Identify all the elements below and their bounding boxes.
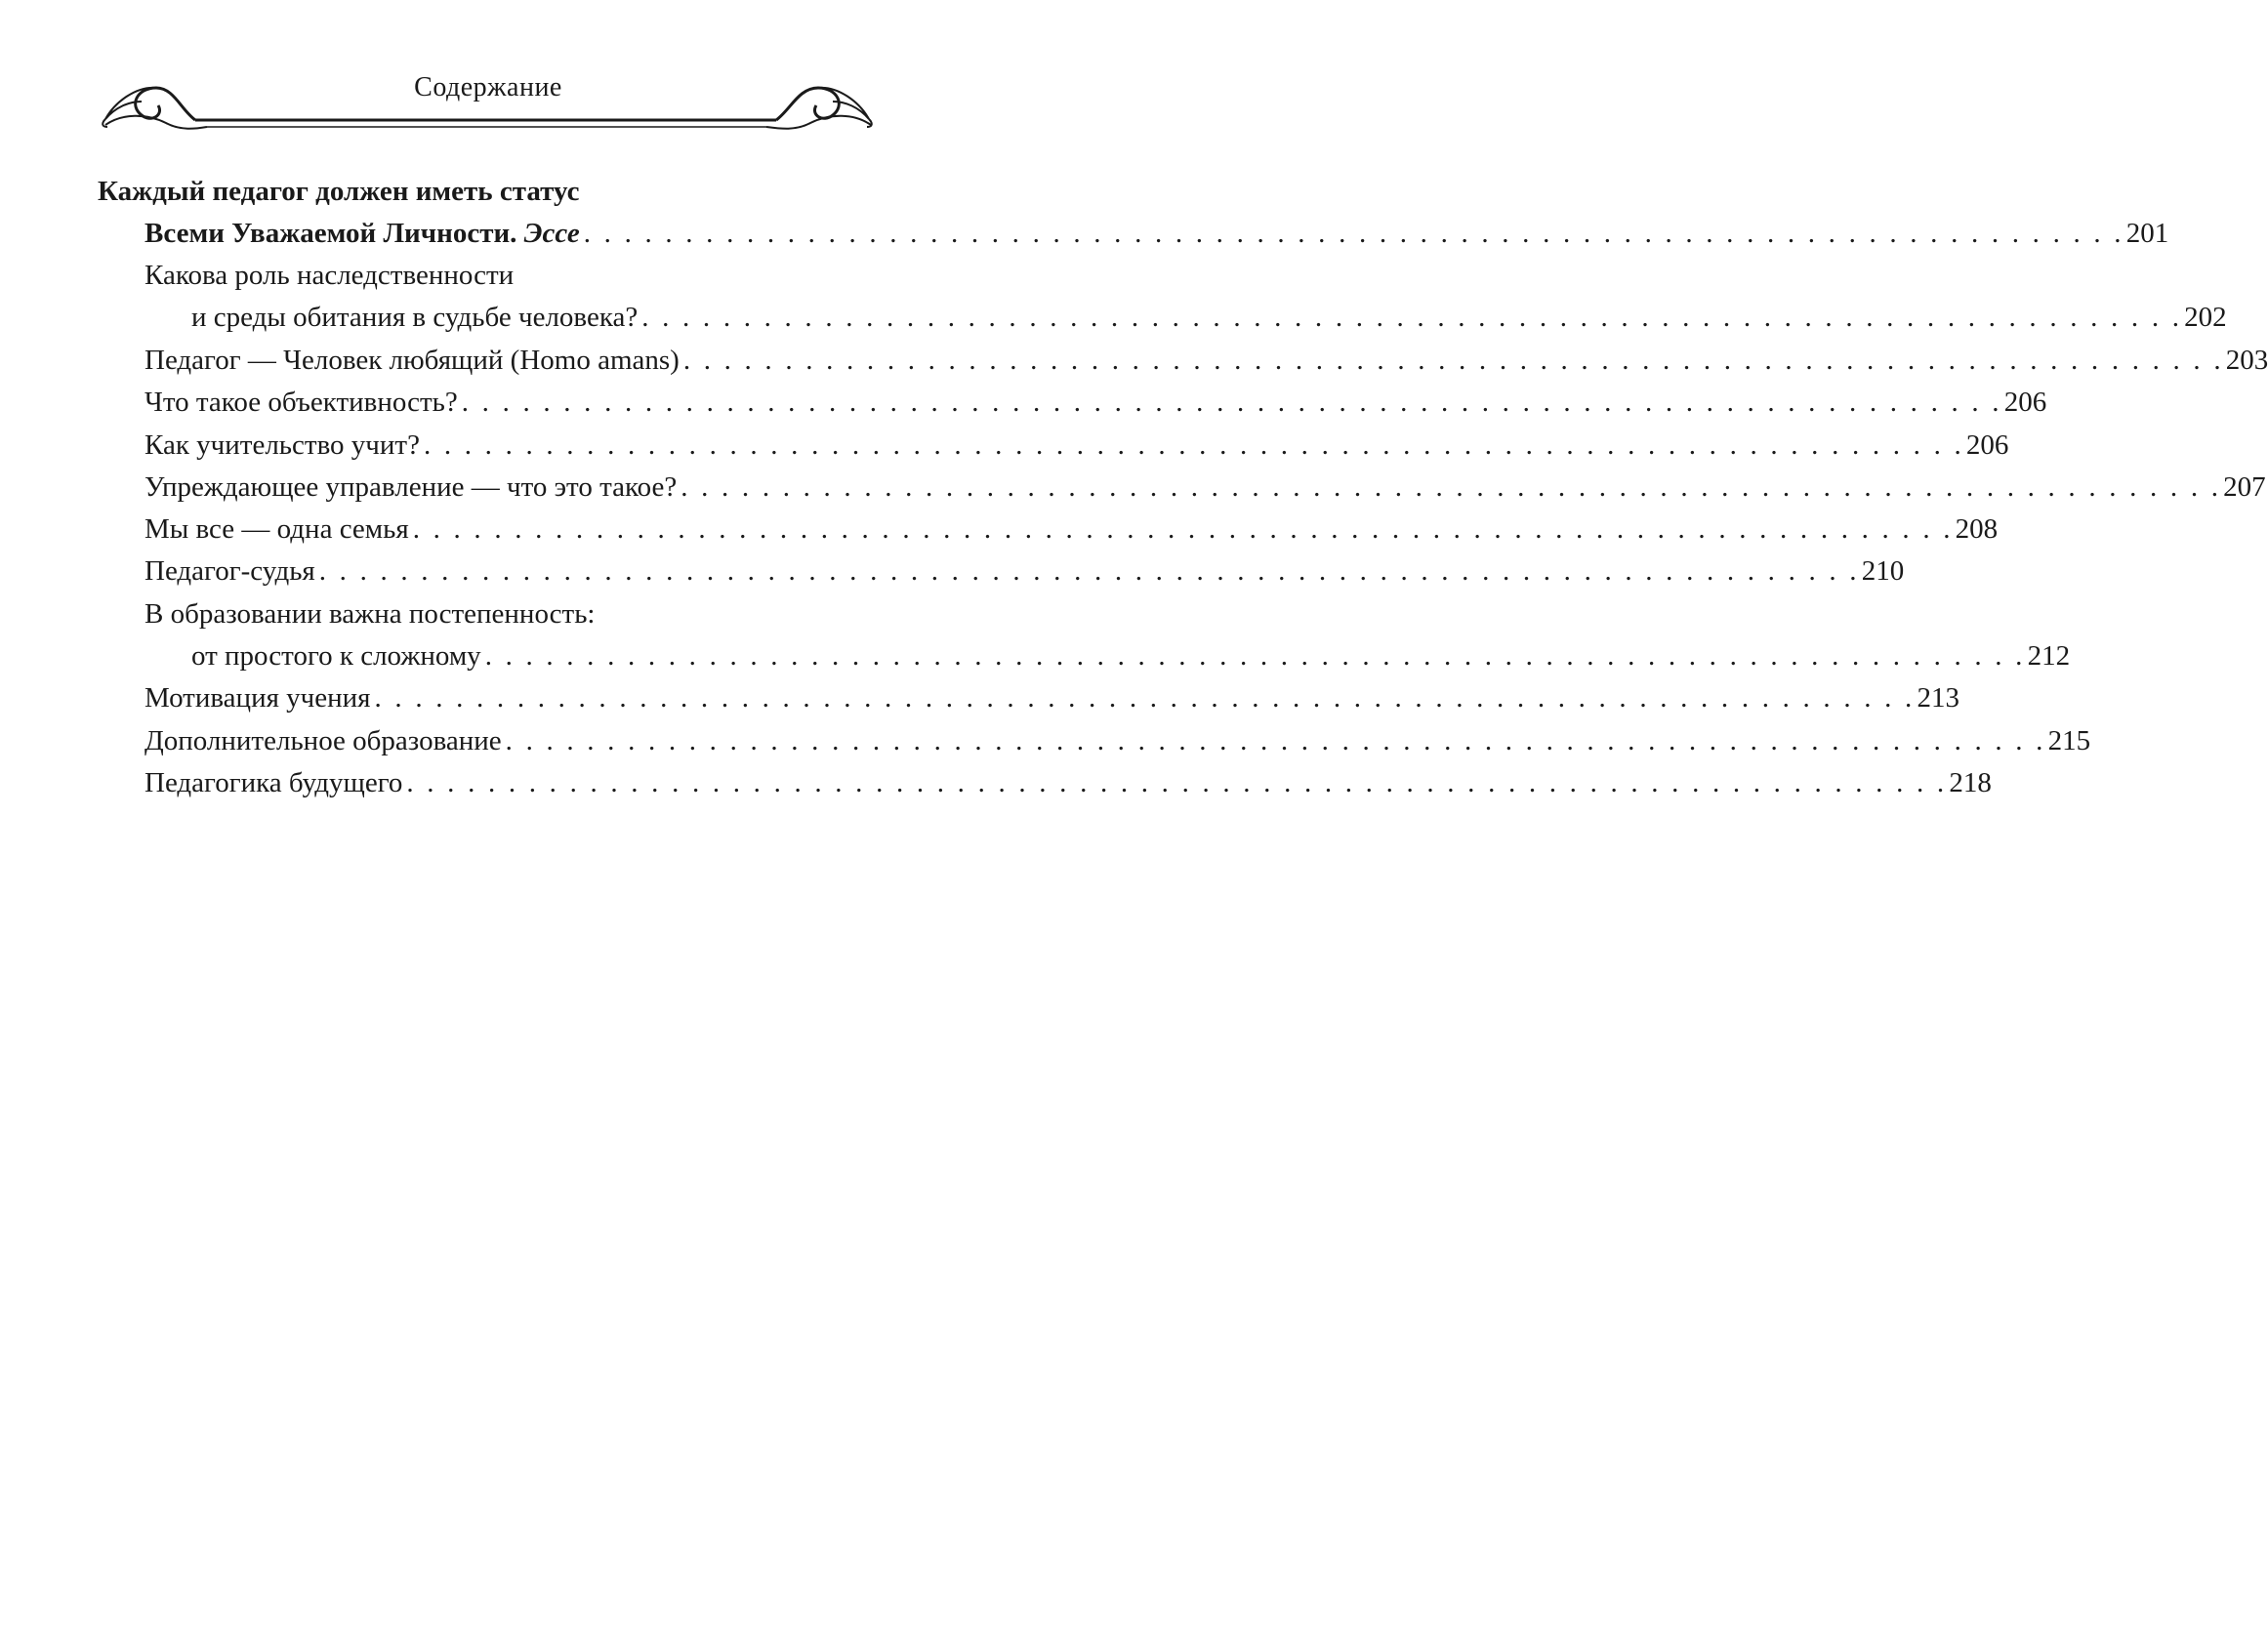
- page-number: 206: [2003, 387, 2047, 418]
- page-number: 206: [1965, 429, 2009, 461]
- toc-entry-title: Что такое объективность?: [144, 387, 458, 418]
- page-number: 208: [1955, 513, 1999, 545]
- page-number: 207: [2223, 471, 2266, 503]
- toc-entry: [144, 468, 2266, 507]
- page-number: 203: [2225, 345, 2268, 376]
- toc-entry-title: Мы все — одна семья: [144, 513, 409, 545]
- leader-dots: . . . . . . . . . . . . . . . . . . . . . . . . . . . . . . . . . . . . . . . . . . . . . . . . . . . . . . . . . . . . . . . . . . . . . . . . . . . .: [484, 640, 2026, 672]
- page-number: 215: [2047, 725, 2091, 756]
- page-number: 218: [1949, 767, 1992, 798]
- toc-entry-title: Как учительство учит?: [144, 429, 420, 461]
- toc-entry-title: Какова роль наследственности: [144, 260, 515, 291]
- toc-entry-title: и среды обитания в судьбе человека?: [191, 302, 639, 333]
- page-number: 202: [2184, 302, 2227, 333]
- toc-entry: [144, 341, 2268, 380]
- toc-section-genre: Эссе: [523, 218, 580, 249]
- toc-section-heading: [98, 172, 879, 211]
- toc-entry: [144, 594, 879, 633]
- page-number: 201: [2125, 218, 2169, 249]
- page-number: 213: [1917, 682, 1959, 714]
- leader-dots: . . . . . . . . . . . . . . . . . . . . . . . . . . . . . . . . . . . . . . . . . . . . . . . . . . . . . . . . . . . . . . . . . . . . . . . . . . . .: [680, 471, 2222, 503]
- leader-dots: . . . . . . . . . . . . . . . . . . . . . . . . . . . . . . . . . . . . . . . . . . . . . . . . . . . . . . . . . . . . . . . . . . . . . . . . . . . .: [505, 725, 2046, 756]
- toc-entry-title: Мотивация учения: [144, 682, 371, 714]
- toc-entry: [144, 426, 2009, 465]
- toc-entry: [144, 763, 1992, 802]
- toc-entry: [144, 383, 2047, 422]
- toc-entry-title: Педагог-судья: [144, 555, 315, 587]
- leader-dots: . . . . . . . . . . . . . . . . . . . . . . . . . . . . . . . . . . . . . . . . . . . . . . . . . . . . . . . . . . . . . . . . . . . . . . . . . . . .: [641, 302, 2183, 333]
- toc-entry: [144, 678, 1959, 717]
- toc-entry: [144, 510, 1999, 549]
- leader-dots: . . . . . . . . . . . . . . . . . . . . . . . . . . . . . . . . . . . . . . . . . . . . . . . . . . . . . . . . . . . . . . . . . . . . . . . . . . . .: [318, 555, 1860, 587]
- leader-dots: . . . . . . . . . . . . . . . . . . . . . . . . . . . . . . . . . . . . . . . . . . . . . . . . . . . . . . . . . . . . . . . . . . . . . . . . . . . .: [406, 767, 1948, 798]
- toc-section-title-cont: Всеми Уважаемой Личности.: [144, 218, 517, 249]
- page-number: 212: [2027, 640, 2071, 672]
- leader-dots: . . . . . . . . . . . . . . . . . . . . . . . . . . . . . . . . . . . . . . . . . . . . . . . . . . . . . . . . . . . . . . . . . . . . . . . . . . . .: [374, 682, 1916, 714]
- toc-entry: [191, 298, 2227, 337]
- toc-entry-title: Дополнительное образование: [144, 725, 502, 756]
- toc-entry-title: Педагог — Человек любящий (Homo amans): [144, 345, 680, 376]
- toc-entry-title: В образовании важна постепенность:: [144, 598, 596, 630]
- leader-dots: . . . . . . . . . . . . . . . . . . . . . . . . . . . . . . . . . . . . . . . . . . . . . . . . . . . . . . . . . . . . . . . . . . . . . . . . . . . .: [423, 429, 1964, 461]
- toc-entry-title: Педагогика будущего: [144, 767, 403, 798]
- toc-section-heading-continued: [144, 214, 2169, 253]
- running-header: [0, 59, 976, 156]
- leader-dots: . . . . . . . . . . . . . . . . . . . . . . . . . . . . . . . . . . . . . . . . . . . . . . . . . . . . . . . . . . . . . . . . . . . . . . . . . . . .: [461, 387, 2002, 418]
- leader-dots: . . . . . . . . . . . . . . . . . . . . . . . . . . . . . . . . . . . . . . . . . . . . . . . . . . . . . . . . . . . . . . . . . . . . . . . . . . . .: [682, 345, 2224, 376]
- leader-dots: . . . . . . . . . . . . . . . . . . . . . . . . . . . . . . . . . . . . . . . . . . . . . . . . . . . . . . . . . . . . . . . . . . . . . . . . . . . .: [412, 513, 1954, 545]
- toc-entry: [144, 721, 2091, 760]
- leader-dots: . . . . . . . . . . . . . . . . . . . . . . . . . . . . . . . . . . . . . . . . . . . . . . . . . . . . . . . . . . . . . . . . . . . . . . . . . . . .: [583, 218, 2124, 249]
- toc-entry-title: Упреждающее управление — что это такое?: [144, 471, 678, 503]
- toc-section-title: Каждый педагог должен иметь статус: [98, 176, 580, 207]
- toc-entry-title: от простого к сложному: [191, 640, 481, 672]
- toc-entry: [144, 256, 879, 295]
- toc-entry: [144, 551, 1905, 591]
- page-number: 210: [1861, 555, 1905, 587]
- toc-entry: [191, 636, 2071, 675]
- header-title: Содержание: [414, 72, 562, 102]
